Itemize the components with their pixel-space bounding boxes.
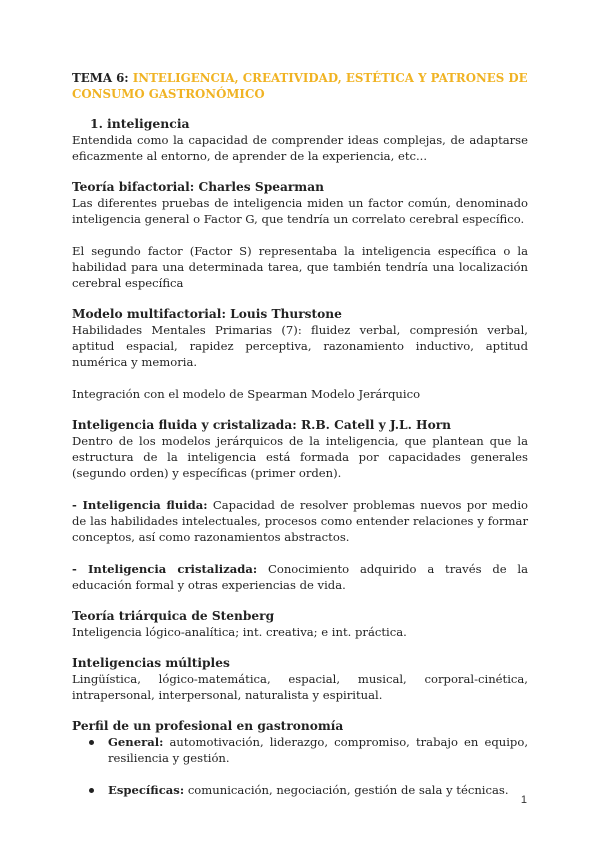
catell-heading: Inteligencia fluida y cristalizada: R.B. Catell y J.L. Horn xyxy=(72,418,451,432)
section-heading-text: inteligencia xyxy=(107,116,190,131)
general-text: automotivación, liderazgo, compromiso, trabajo en equipo, resiliencia y gestión. xyxy=(108,735,529,765)
cristalizada-paragraph xyxy=(72,561,528,593)
section-number: 1. xyxy=(90,116,103,131)
bullet-icon xyxy=(89,740,94,745)
spearman-heading: Teoría bifactorial: Charles Spearman xyxy=(72,180,324,194)
page-number: 1 xyxy=(520,794,527,806)
inteligencia-definition: Entendida como la capacidad de comprender ideas complejas, de adaptarse eficazmente al entorno, de aprender de la experiencia, etc... xyxy=(72,133,528,163)
especificas-text: comunicación, negociación, gestión de sala y técnicas. xyxy=(187,783,509,797)
perfil-heading: Perfil de un profesional en gastronomía xyxy=(72,719,344,733)
general-label: General: xyxy=(108,735,164,749)
stenberg-text: Inteligencia lógico-analítica; int. creativa; e int. práctica. xyxy=(72,625,407,639)
spearman-paragraph-1: Las diferentes pruebas de inteligencia miden un factor común, denominado inteligencia general o Factor G, que tendría un correlato cerebral específico. xyxy=(72,196,528,226)
cristalizada-label: - Inteligencia cristalizada: xyxy=(72,562,258,576)
title-text: INTELIGENCIA, CREATIVIDAD, ESTÉTICA Y PATRONES DE CONSUMO GASTRONÓMICO xyxy=(72,71,528,101)
especificas-label: Específicas: xyxy=(108,783,185,797)
page-content xyxy=(72,70,528,798)
multiples-text: Lingüística, lógico-matemática, espacial, musical, corporal-cinética, intrapersonal, interpersonal, naturalista y espiritual. xyxy=(72,672,528,702)
fluida-text: Capacidad de resolver problemas nuevos por medio de las habilidades intelectuales, procesos como entender relaciones y formar conceptos, así como razonamientos abstractos. xyxy=(72,498,529,544)
spearman-paragraph-2: El segundo factor (Factor S) representaba la inteligencia específica o la habilidad para una determinada tarea, que también tendría una localización cerebral específica xyxy=(72,244,528,290)
thurstone-paragraph-1: Habilidades Mentales Primarias (7): fluidez verbal, compresión verbal, aptitud espacial, rapidez perceptiva, razonamiento inductivo, aptitud numérica y memoria. xyxy=(72,323,528,369)
section-heading-inteligencia xyxy=(90,116,528,132)
thurstone-paragraph-2: Integración con el modelo de Spearman Modelo Jerárquico xyxy=(72,387,421,401)
thurstone-heading: Modelo multifactorial: Louis Thurstone xyxy=(72,307,342,321)
bullet-icon xyxy=(89,788,94,793)
cristalizada-text: Conocimiento adquirido a través de la educación formal y otras experiencias de vida. xyxy=(72,562,529,592)
multiples-heading: Inteligencias múltiples xyxy=(72,656,230,670)
catell-paragraph: Dentro de los modelos jerárquicos de la inteligencia, que plantean que la estructura de la inteligencia está formada por capacidades generales (segundo orden) y específicas (primer orden). xyxy=(72,434,528,480)
fluida-label: - Inteligencia fluida: xyxy=(72,498,208,512)
perfil-list xyxy=(72,734,528,798)
stenberg-heading: Teoría triárquica de Stenberg xyxy=(72,609,275,623)
list-item xyxy=(72,782,528,798)
fluida-paragraph xyxy=(72,497,528,545)
list-item xyxy=(72,734,528,766)
title-colon: : xyxy=(124,71,129,85)
title-prefix: TEMA 6 xyxy=(72,71,125,85)
page-title xyxy=(72,70,528,102)
